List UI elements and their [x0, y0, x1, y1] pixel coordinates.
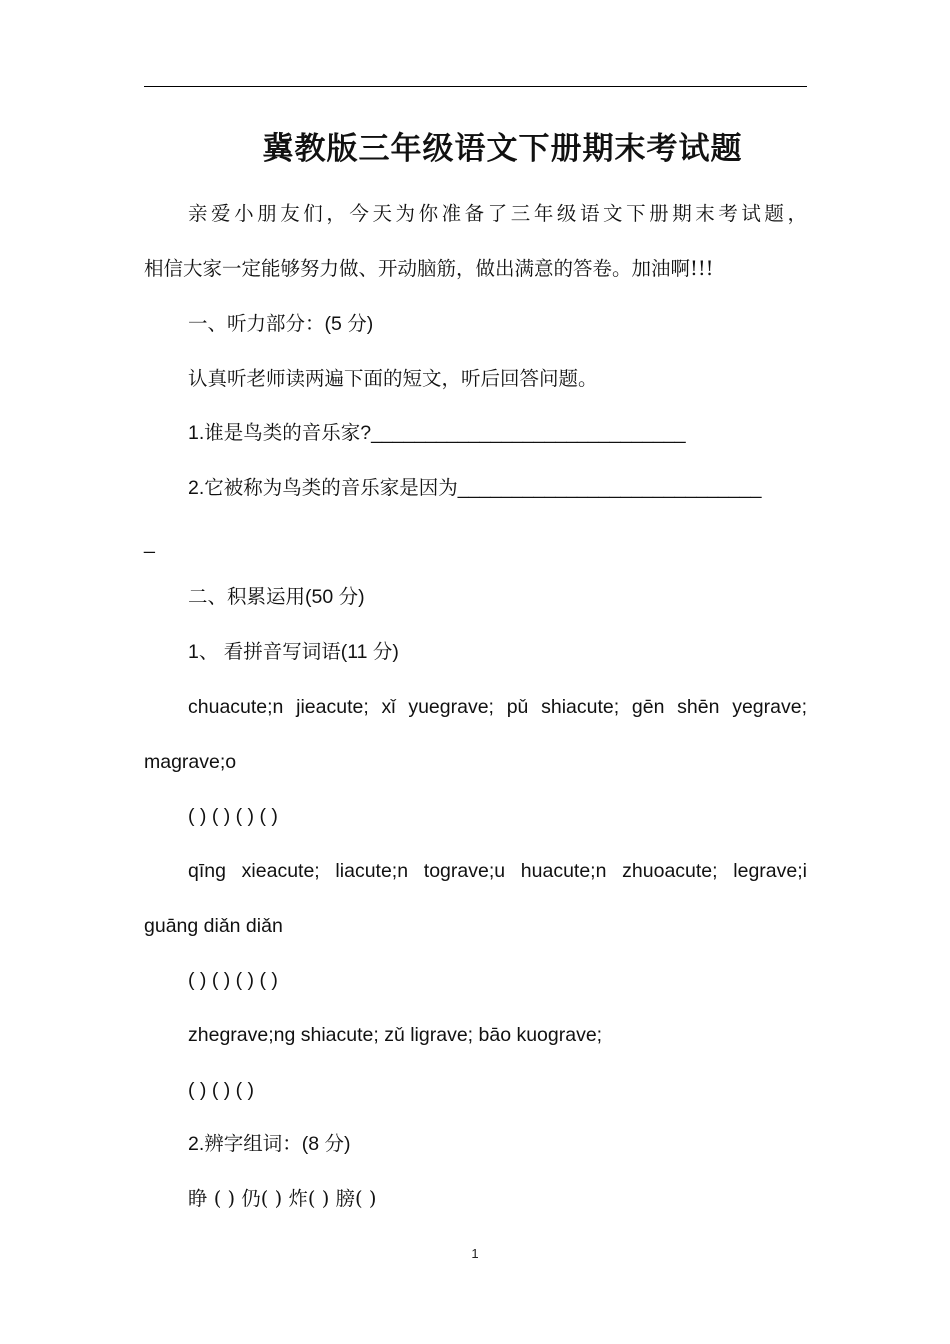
section-heading-listening: 一、听力部分：(5 分) [188, 313, 374, 335]
subsection-pinyin: 1、 看拼音写词语(11 分) [188, 641, 399, 663]
question-2-continuation: _ [144, 532, 155, 554]
pinyin-row-2-continuation: guāng diǎn diǎn [144, 915, 283, 937]
answer-blanks-2: ( ) ( ) ( ) ( ) [188, 969, 278, 991]
question-1: 1.谁是鸟类的音乐家?_____________________________ [188, 422, 686, 444]
pinyin-row-2: qīng xieacute; liacute;n tograve;u huacute;n zhuoacute; legrave;i [188, 860, 807, 882]
document-title: 冀教版三年级语文下册期末考试题 [262, 131, 743, 167]
character-words-row: 睁 ( ) 仍( ) 炸( ) 膀( ) [188, 1187, 377, 1210]
pinyin-row-1-continuation: magrave;o [144, 751, 237, 773]
header-rule [144, 86, 807, 87]
section-heading-accumulation: 二、积累运用(50 分) [188, 586, 365, 608]
answer-blanks-3: ( ) ( ) ( ) [188, 1079, 255, 1101]
intro-line-1: 亲爱小朋友们，今天为你准备了三年级语文下册期末考试题， [188, 202, 807, 225]
intro-line-2: 相信大家一定能够努力做、开动脑筋，做出满意的答卷。加油啊!!! [144, 257, 714, 280]
subsection-character-words: 2.辨字组词：(8 分) [188, 1133, 351, 1155]
listening-instruction: 认真听老师读两遍下面的短文，听后回答问题。 [188, 367, 598, 390]
page-number: 1 [471, 1246, 479, 1261]
answer-blanks-1: ( ) ( ) ( ) ( ) [188, 805, 278, 827]
pinyin-row-1: chuacute;n jieacute; xǐ yuegrave; pǔ shiacute; gēn shēn yegrave; [188, 696, 807, 718]
pinyin-row-3: zhegrave;ng shiacute; zǔ ligrave; bāo kuograve; [188, 1024, 603, 1046]
question-2: 2.它被称为鸟类的音乐家是因为____________________________ [188, 477, 762, 499]
